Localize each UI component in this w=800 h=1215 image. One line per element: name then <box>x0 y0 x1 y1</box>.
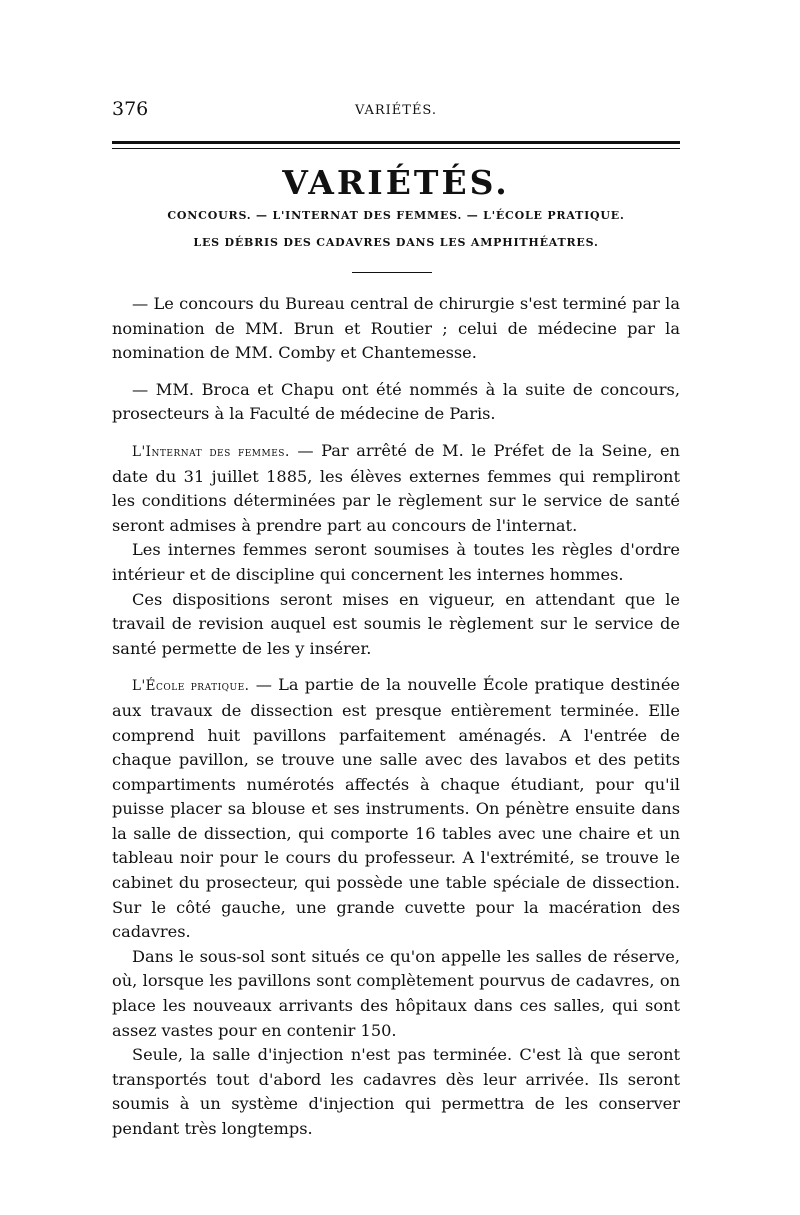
paragraph-internes-femmes: Les internes femmes seront soumises à toutes les règles d'ordre intérieur et de discipline qui concernent les internes hommes. <box>112 540 680 584</box>
header-rule-thick <box>112 141 680 144</box>
paragraph-internat-text: — Par arrêté de M. le Préfet de la Seine, en date du 31 juillet 1885, les élèves externes femmes qui rempliront les conditions déterminées par le règlement sur le service de santé seront admises à prendre part au concours de l'internat. <box>112 440 680 535</box>
article-title: VARIÉTÉS. <box>282 163 510 202</box>
article-subtitle-line-1: CONCOURS. — L'INTERNAT DES FEMMES. — L'ÉCOLE PRATIQUE. <box>167 209 625 222</box>
paragraph-injection: Seule, la salle d'injection n'est pas terminée. C'est là que seront transportés tout d'abord les cadavres dès leur arrivée. Ils seront soumis à un système d'injection qui permettra de les conserver pendant très longtemps. <box>112 1045 680 1138</box>
article-body <box>112 292 680 1142</box>
paragraph-sous-sol: Dans le sous-sol sont situés ce qu'on appelle les salles de réserve, où, lorsque les pavillons sont complètement pourvus de cadavres, on place les nouveaux arrivants des hôpitaux dans ces salles, qui sont assez vastes pour en contenir 150. <box>112 946 680 1040</box>
paragraph-dispositions: Ces dispositions seront mises en vigueur, en attendant que le travail de revision auquel est soumis le règlement sur le service de santé permette de les y insérer. <box>112 589 680 658</box>
page-number: 376 <box>112 98 149 120</box>
running-title: VARIÉTÉS. <box>354 103 438 118</box>
header-rule-thin <box>112 148 680 149</box>
paragraph-ecole-text: — La partie de la nouvelle École pratique destinée aux travaux de dissection est presque entièrement terminée. Elle comprend huit pavillons parfaitement aménagés. A l'entrée de chaque pavillon, se trouve une salle avec des lavabos et des petits compartiments numérotés affectés à chaque étudiant, pour qu'il puisse placer sa blouse et ses instruments. On pénètre ensuite dans la salle de dissection, qui comporte 16 tables avec une chaire et un tableau noir pour le cours du professeur. A l'extrémité, se trouve le cabinet du prosecteur, qui possède une table spéciale de dissection. Sur le côté gauche, une grande cuvette pour la macération des cadavres. <box>112 675 681 942</box>
article-subtitle-line-2: LES DÉBRIS DES CADAVRES DANS LES AMPHITHÉATRES. <box>193 236 599 249</box>
section-label-ecole: L'École pratique. <box>132 678 250 695</box>
paragraph-concours-bureau: — Le concours du Bureau central de chirurgie s'est terminé par la nomination de MM. Brun et Routier ; celui de médecine par la nomination de MM. Comby et Chantemesse. <box>112 294 680 363</box>
paragraph-ecole <box>112 673 680 945</box>
section-divider <box>352 272 432 273</box>
paragraph-prosecteurs: — MM. Broca et Chapu ont été nommés à la suite de concours, prosecteurs à la Faculté de médecine de Paris. <box>112 379 680 424</box>
running-header <box>112 98 680 124</box>
section-label-internat: L'Internat des femmes. <box>132 443 290 460</box>
paragraph-internat <box>112 439 680 538</box>
